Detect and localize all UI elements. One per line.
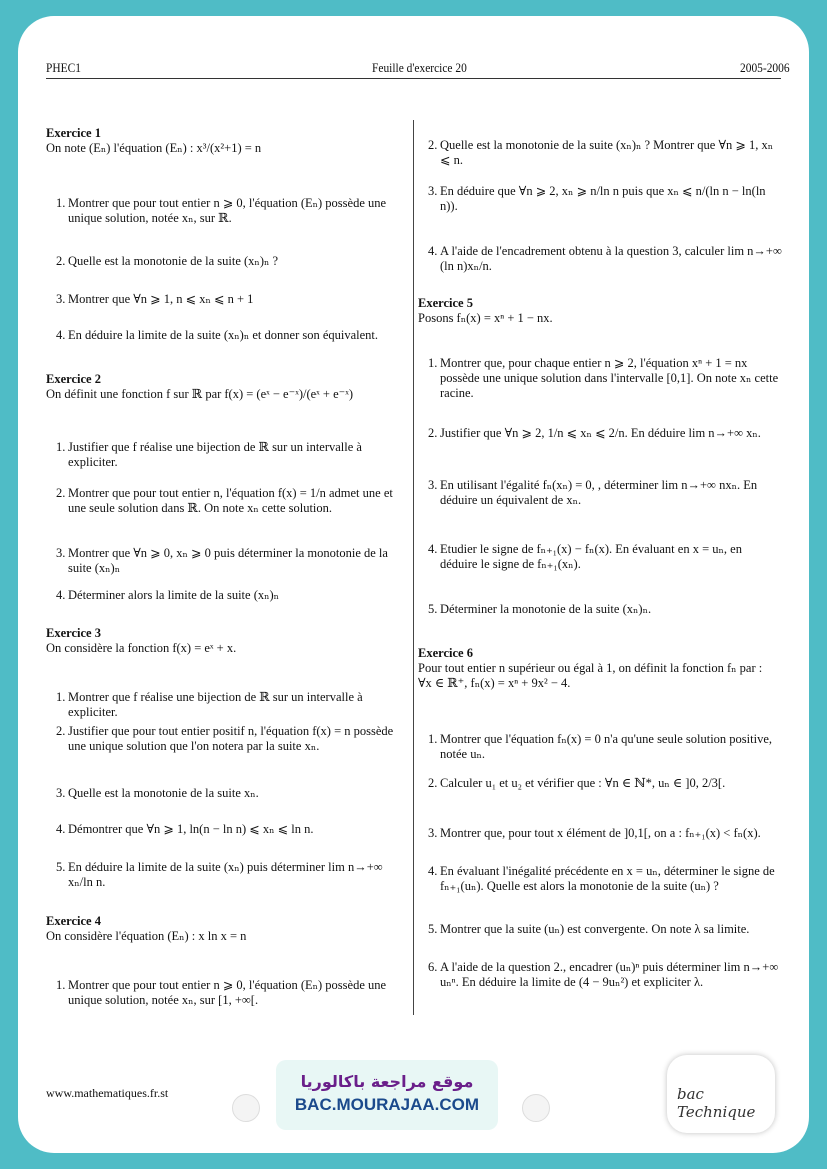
list-item: 5. En déduire la limite de la suite (xₙ) puis déterminer lim n→+∞ xₙ/ln n.	[56, 860, 383, 889]
bac-technique-stamp: bac Technique	[667, 1055, 775, 1133]
header-center: Feuille d'exercice 20	[372, 60, 467, 75]
exercise-3	[46, 626, 236, 656]
list-item: 2. Quelle est la monotonie de la suite (xₙ)ₙ ? Montrer que ∀n ⩾ 1, xₙ ⩽ n.	[428, 138, 774, 167]
exercise-intro: On définit une fonction f sur ℝ par f(x) = (eˣ − e⁻ˣ)/(eˣ + e⁻ˣ)	[46, 387, 354, 401]
exercise-title: Exercice 3	[46, 626, 101, 640]
list-item: 1. Justifier que f réalise une bijection de ℝ sur un intervalle à expliciter.	[56, 440, 362, 469]
list-item: 2. Justifier que pour tout entier positif n, l'équation f(x) = n possède une unique solution que l'on notera par la suite xₙ.	[56, 724, 394, 753]
exercise-6	[418, 646, 778, 691]
list-item: 1. Montrer que, pour chaque entier n ⩾ 2, l'équation xⁿ + 1 = nx possède une unique solution dans l'intervalle [0,1]. On note xₙ cette racine.	[428, 356, 779, 400]
site-logo-icon	[232, 1094, 260, 1122]
list-item: 3. Quelle est la monotonie de la suite xₙ.	[56, 786, 259, 800]
exercise-intro: On note (Eₙ) l'équation (Eₙ) : x³/(x²+1) = n	[46, 141, 262, 155]
exercise-2	[46, 372, 353, 402]
list-item: 2. Justifier que ∀n ⩾ 2, 1/n ⩽ xₙ ⩽ 2/n. En déduire lim n→+∞ xₙ.	[428, 426, 761, 440]
exercise-4	[46, 914, 246, 944]
page	[18, 16, 809, 1153]
list-item: 5. Déterminer la monotonie de la suite (xₙ)ₙ.	[428, 602, 652, 616]
exercise-title: Exercice 6	[418, 646, 473, 660]
list-item: 4. En déduire la limite de la suite (xₙ)ₙ et donner son équivalent.	[56, 328, 379, 342]
banner-url[interactable]: BAC.MOURAJAA.COM	[294, 1095, 480, 1114]
banner-arabic: موقع مراجعة باكالوريا	[300, 1072, 474, 1091]
list-item: 2. Calculer u₁ et u₂ et vérifier que : ∀n ∈ ℕ*, uₙ ∈ ]0, 2/3[.	[428, 776, 726, 790]
list-item: 4. Etudier le signe de fₙ₊₁(x) − fₙ(x). En évaluant en x = uₙ, en déduire le signe de fₙ₊₁(xₙ).	[428, 542, 742, 571]
exercise-title: Exercice 4	[46, 914, 101, 928]
exercise-intro: Pour tout entier n supérieur ou égal à 1, on définit la fonction fₙ par : ∀x ∈ ℝ⁺, fₙ(x) = xⁿ + 9x² − 4.	[418, 661, 763, 690]
header-rule	[46, 78, 781, 79]
header-right: 2005-2006	[740, 60, 790, 75]
list-item: 3. Montrer que ∀n ⩾ 0, xₙ ⩾ 0 puis déterminer la monotonie de la suite (xₙ)ₙ	[56, 546, 388, 575]
list-item: 4. En évaluant l'inégalité précédente en x = uₙ, déterminer le signe de fₙ₊₁(uₙ). Quelle est alors la monotonie de la suite (uₙ) ?	[428, 864, 775, 893]
exercise-intro: Posons fₙ(x) = xⁿ + 1 − nx.	[418, 311, 553, 325]
list-item: 3. En utilisant l'égalité fₙ(xₙ) = 0, , déterminer lim n→+∞ nxₙ. En déduire un équivalent de xₙ.	[428, 478, 758, 507]
site-banner[interactable]	[276, 1060, 498, 1130]
list-item: 1. Montrer que l'équation fₙ(x) = 0 n'a qu'une seule solution positive, notée uₙ.	[428, 732, 772, 761]
list-item: 4. Déterminer alors la limite de la suite (xₙ)ₙ	[56, 588, 280, 602]
list-item: 4. A l'aide de l'encadrement obtenu à la question 3, calculer lim n→+∞ (ln n)xₙ/n.	[428, 244, 782, 273]
list-item: 6. A l'aide de la question 2., encadrer (uₙ)ⁿ puis déterminer lim n→+∞ uₙⁿ. En déduire la limite de (4 − 9uₙ²) et expliciter λ.	[428, 960, 779, 989]
list-item: 3. Montrer que, pour tout x élément de ]0,1[, on a : fₙ₊₁(x) < fₙ(x).	[428, 826, 761, 840]
list-item: 2. Quelle est la monotonie de la suite (xₙ)ₙ ?	[56, 254, 279, 268]
exercise-intro: On considère l'équation (Eₙ) : x ln x = n	[46, 929, 247, 943]
list-item: 3. En déduire que ∀n ⩾ 2, xₙ ⩾ n/ln n puis que xₙ ⩽ n/(ln n − ln(ln n)).	[428, 184, 766, 213]
exercise-5	[418, 296, 553, 326]
header-left: PHEC1	[46, 60, 81, 75]
exercise-title: Exercice 1	[46, 126, 101, 140]
list-item: 4. Démontrer que ∀n ⩾ 1, ln(n − ln n) ⩽ xₙ ⩽ ln n.	[56, 822, 314, 836]
exercise-title: Exercice 2	[46, 372, 101, 386]
exercise-intro: On considère la fonction f(x) = eˣ + x.	[46, 641, 237, 655]
exercise-title: Exercice 5	[418, 296, 473, 310]
site-logo-icon	[522, 1094, 550, 1122]
list-item: 1. Montrer que pour tout entier n ⩾ 0, l'équation (Eₙ) possède une unique solution, notée xₙ, sur [1, +∞[.	[56, 978, 387, 1007]
exercise-1	[46, 126, 261, 156]
list-item: 2. Montrer que pour tout entier n, l'équation f(x) = 1/n admet une et une seule solution dans ℝ. On note xₙ cette solution.	[56, 486, 393, 515]
list-item: 5. Montrer que la suite (uₙ) est convergente. On note λ sa limite.	[428, 922, 750, 936]
list-item: 1. Montrer que pour tout entier n ⩾ 0, l'équation (Eₙ) possède une unique solution, notée xₙ, sur ℝ.	[56, 196, 387, 225]
list-item: 3. Montrer que ∀n ⩾ 1, n ⩽ xₙ ⩽ n + 1	[56, 292, 254, 306]
list-item: 1. Montrer que f réalise une bijection de ℝ sur un intervalle à expliciter.	[56, 690, 363, 719]
footer-url[interactable]: www.mathematiques.fr.st	[46, 1086, 169, 1100]
column-divider	[413, 120, 414, 1015]
